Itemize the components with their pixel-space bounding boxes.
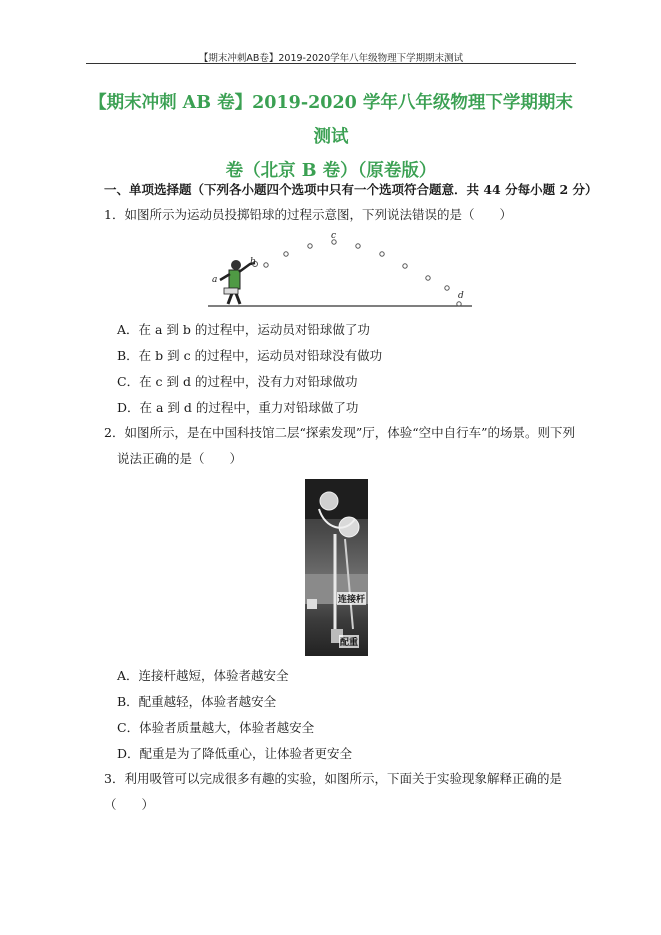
- question-stem-line-1: 如图所示，是在中国科技馆二层“探索发现”厅，体验“空中自行车”的场景。则下列: [124, 425, 576, 440]
- question-1: [104, 202, 584, 228]
- ball-point: [356, 244, 360, 248]
- option-1d: D．在 a 到 d 的过程中，重力对铅球做了功: [117, 400, 359, 415]
- question-number: 2．: [104, 425, 125, 440]
- option-1c: C．在 c 到 d 的过程中，没有力对铅球做功: [117, 374, 358, 389]
- label-d: d: [458, 291, 464, 301]
- question-stem: 如图所示为运动员投掷铅球的过程示意图，下列说法错误的是（ ）: [124, 207, 512, 222]
- question-number: 1．: [104, 207, 125, 222]
- ball-point: [403, 264, 407, 268]
- option-2c: C．体验者质量越大，体验者越安全: [117, 720, 315, 735]
- page-header: 【期末冲刺AB卷】2019-2020学年八年级物理下学期期末测试: [198, 53, 464, 64]
- sky-bicycle-photo: [305, 479, 368, 656]
- option-2b: B．配重越轻，体验者越安全: [117, 694, 277, 709]
- option-2d: D．配重是为了降低重心，让体验者更安全: [117, 746, 353, 761]
- question-stem-line-2: 说法正确的是（ ）: [117, 451, 243, 466]
- trajectory-points: [253, 240, 462, 306]
- label-b: b: [250, 257, 256, 267]
- ball-point: [426, 276, 430, 280]
- header-rule: [86, 63, 576, 64]
- ball-point: [284, 252, 288, 256]
- question-2: [104, 420, 584, 472]
- question-3: [104, 766, 584, 818]
- option-2a: A．连接杆越短，体验者越安全: [117, 668, 289, 683]
- ball-point: [308, 244, 312, 248]
- title-line-2: 卷（北京 B 卷）（原卷版）: [225, 161, 437, 181]
- section-heading: 一、单项选择题（下列各小题四个选项中只有一个选项符合题意．共 44 分每小题 2 分）: [104, 182, 598, 197]
- question-stem: 利用吸管可以完成很多有趣的实验，如图所示，下面关于实验现象解释正确的是（ ）: [104, 771, 562, 812]
- ball-point: [380, 252, 384, 256]
- document-title: [86, 86, 576, 188]
- ball-point: [445, 286, 449, 290]
- label-c: c: [331, 231, 337, 241]
- option-1a: A．在 a 到 b 的过程中，运动员对铅球做了功: [117, 322, 370, 337]
- label-a: a: [212, 275, 218, 285]
- label-counterweight: 配重: [339, 635, 359, 648]
- ball-point: [264, 263, 268, 267]
- title-line-1: 【期末冲刺 AB 卷】2019-2020 学年八年级物理下学期期末测试: [89, 93, 573, 147]
- shot-put-diagram: [206, 226, 474, 314]
- label-connecting-rod: 连接杆: [337, 592, 366, 605]
- sky-bicycle-illustration: [305, 479, 368, 656]
- question-number: 3．: [104, 771, 125, 786]
- option-1b: B．在 b 到 c 的过程中，运动员对铅球没有做功: [117, 348, 383, 363]
